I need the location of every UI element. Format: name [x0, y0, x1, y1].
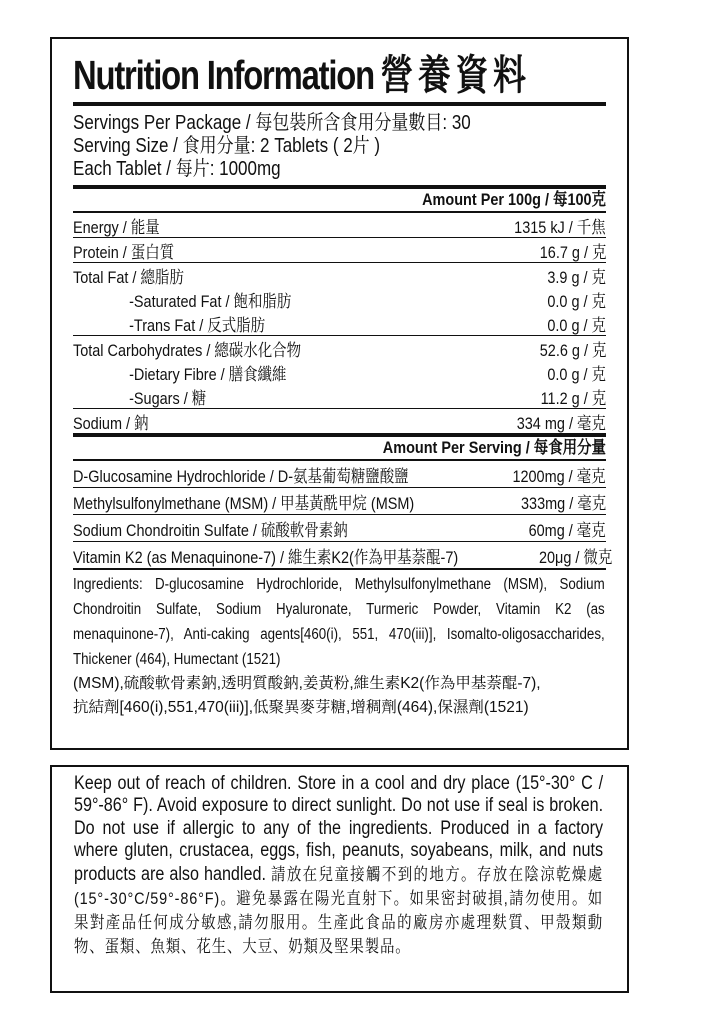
warning-text — [74, 773, 603, 959]
title-en: Nutrition Information — [73, 52, 374, 98]
servings-block — [73, 112, 606, 181]
title-divider — [73, 102, 606, 106]
active-label: Sodium Chondroitin Sulfate / 硫酸軟骨素鈉 — [73, 520, 348, 540]
nutrient-value: 11.2 g / 克 — [540, 388, 606, 408]
ingredients-zh-line-2: 抗結劑[460(i),551,470(iii)],低聚異麥芽糖,增稠劑(464),保濕劑(1521) — [73, 699, 529, 716]
nutrient-label: -Saturated Fat / 飽和脂肪 — [129, 291, 292, 311]
nutrient-row-dietary-fibre — [73, 360, 606, 384]
nutrient-label: Total Carbohydrates / 總碳水化合物 — [73, 340, 302, 360]
title-zh: 營養資料 — [380, 52, 531, 98]
nutrient-label: Protein / 蛋白質 — [73, 242, 175, 262]
active-value: 333mg / 毫克 — [520, 493, 606, 513]
each-tablet: Each Tablet / 每片: 1000mg — [73, 158, 281, 180]
nutrient-value: 3.9 g / 克 — [547, 267, 606, 287]
nutrient-value: 334 mg / 毫克 — [516, 413, 606, 433]
active-label: Vitamin K2 (as Menaquinone-7) / 維生素K2(作為甲基萘醌-7) — [73, 547, 459, 567]
nutrient-row-energy — [73, 213, 606, 238]
nutrient-value: 0.0 g / 克 — [547, 315, 606, 335]
nutrient-row-total-fat — [73, 263, 606, 287]
nutrient-label: Total Fat / 總脂肪 — [73, 267, 184, 287]
panel-title — [73, 52, 531, 98]
ingredients-en: Ingredients: D-glucosamine Hydrochloride, Methylsulfonylmethane (MSM), Sodium Chondroitin Sulfate, Sodium Hyaluronate, Turmeric Powder, Vitamin K2 (as menaquinone-7), Anti-caking agents[460(i), 551, 470(iii)], Isomalto-oligosaccharides, Thickener (464), Humectant (1521) — [73, 576, 605, 668]
active-row-vitamin-k2 — [73, 542, 613, 570]
nutrient-value: 0.0 g / 克 — [547, 364, 606, 384]
nutrient-row-sodium — [73, 409, 606, 433]
active-value: 60mg / 毫克 — [528, 520, 606, 540]
nutrient-label: Sodium / 鈉 — [73, 413, 149, 433]
active-row-chondroitin — [73, 515, 606, 542]
nutrient-row-saturated-fat — [73, 287, 606, 311]
nutrient-value: 0.0 g / 克 — [547, 291, 606, 311]
nutrient-label: Energy / 能量 — [73, 217, 160, 237]
ingredients-zh-line-1: (MSM),硫酸軟骨素鈉,透明質酸鈉,姜黃粉,維生素K2(作為甲基萘醌-7), — [73, 675, 541, 692]
nutrient-value: 1315 kJ / 千焦 — [514, 217, 606, 237]
nutrient-value: 52.6 g / 克 — [539, 340, 606, 360]
serving-size: Serving Size / 食用分量: 2 Tablets ( 2片 ) — [73, 135, 381, 157]
nutrient-label: -Dietary Fibre / 膳食纖維 — [129, 364, 287, 384]
nutrition-panel — [50, 37, 629, 750]
nutrient-label: -Trans Fat / 反式脂肪 — [129, 315, 266, 335]
active-value: 20μg / 微克 — [539, 547, 613, 567]
nutrient-label: -Sugars / 糖 — [129, 388, 207, 408]
per100-header: Amount Per 100g / 每100克 — [422, 190, 606, 209]
warning-en: Keep out of reach of children. Store in a cool and dry place (15°-30° C / 59°-86° F). Avoid exposure to direct sunlight. Do not use if seal is broken. Do not use if allergic to any of the ingredients. Produced in a factory where gluten, crustacea, eggs, fish, peanuts, soyabeans, milk, and nuts products are also handled. — [74, 773, 604, 885]
nutrient-row-trans-fat — [73, 311, 606, 336]
warning-zh: 請放在兒童接觸不到的地方。存放在陰涼乾燥處(15°-30°C/59°-86°F)。避免暴露在陽光直射下。如果密封破損,請勿使用。如果對產品任何成分敏感,請勿服用。生產此食品的廠房亦處理麩質、甲殼類動物、蛋類、魚類、花生、大豆、奶類及堅果製品。 — [74, 864, 604, 956]
per-serving-header: Amount Per Serving / 每食用分量 — [382, 438, 606, 457]
active-row-msm — [73, 488, 606, 515]
nutrient-row-carbohydrates — [73, 336, 606, 360]
active-value: 1200mg / 毫克 — [512, 466, 606, 486]
servings-per-package: Servings Per Package / 每包裝所含食用分量數目: 30 — [73, 112, 471, 134]
active-label: D-Glucosamine Hydrochloride / D-氨基葡萄糖鹽酸鹽 — [73, 466, 409, 486]
active-row-glucosamine — [73, 461, 606, 488]
active-label: Methylsulfonylmethane (MSM) / 甲基黃酰甲烷 (MSM) — [73, 493, 415, 513]
nutrient-row-sugars — [73, 384, 606, 409]
warning-panel — [50, 765, 629, 993]
nutrient-value: 16.7 g / 克 — [539, 242, 606, 262]
nutrient-row-protein — [73, 238, 606, 263]
